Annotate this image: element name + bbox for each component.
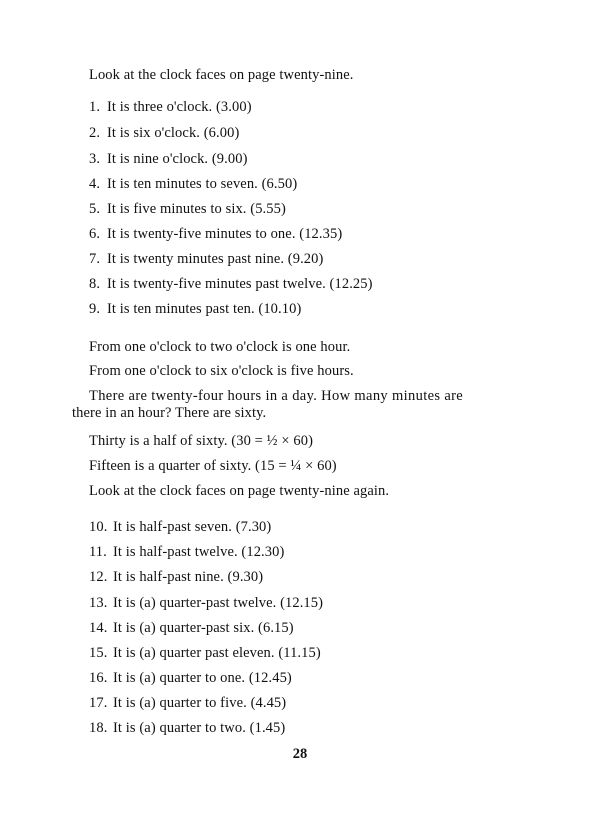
item-number: 11. [89,544,107,560]
item-text: It is (a) quarter to five. (4.45) [113,695,287,711]
list-item [89,250,323,268]
item-number: 4. [89,176,101,192]
item-number: 3. [89,151,101,167]
item-number: 8. [89,276,101,292]
intro-line: Look at the clock faces on page twenty-nine. [89,67,354,83]
item-text: It is five minutes to six. (5.55) [107,201,286,217]
list-item [89,644,321,662]
list-item [89,300,301,318]
paragraph-hours-one: From one o'clock to two o'clock is one hour. [89,339,351,355]
page-number: 28 [292,746,308,762]
list-item [89,568,263,586]
list-item [89,175,297,193]
paragraph-hours-day-line2: there in an hour? There are sixty. [72,405,267,421]
item-number: 16. [89,670,108,686]
paragraph-half: Thirty is a half of sixty. (30 = ½ × 60) [89,433,313,449]
paragraph-hours-day-line1: There are twenty-four hours in a day. How many minutes are [89,388,464,404]
item-text: It is (a) quarter past eleven. (11.15) [113,645,321,661]
list-item [89,275,373,293]
paragraph-quarter: Fifteen is a quarter of sixty. (15 = ¼ × 60) [89,458,337,474]
paragraph-hours-five: From one o'clock to six o'clock is five hours. [89,363,354,379]
item-text: It is ten minutes past ten. (10.10) [107,301,302,317]
item-number: 13. [89,595,108,611]
item-number: 10. [89,519,108,535]
item-number: 9. [89,301,101,317]
paragraph-look-again: Look at the clock faces on page twenty-nine again. [89,483,390,499]
item-text: It is (a) quarter-past six. (6.15) [113,620,294,636]
item-number: 6. [89,226,101,242]
item-text: It is half-past nine. (9.30) [113,569,264,585]
item-number: 1. [89,99,101,115]
item-text: It is half-past twelve. (12.30) [113,544,285,560]
list-item [89,719,285,737]
list-item [89,225,342,243]
item-number: 18. [89,720,108,736]
list-item [89,124,239,142]
list-item [89,543,284,561]
item-number: 2. [89,125,101,141]
list-item [89,619,294,637]
item-text: It is (a) quarter to two. (1.45) [113,720,286,736]
item-text: It is six o'clock. (6.00) [107,125,240,141]
item-text: It is (a) quarter to one. (12.45) [113,670,292,686]
item-number: 12. [89,569,108,585]
list-item [89,518,271,536]
list-item [89,200,286,218]
item-number: 14. [89,620,108,636]
item-number: 7. [89,251,101,267]
item-text: It is ten minutes to seven. (6.50) [107,176,298,192]
list-item [89,694,286,712]
list-item [89,594,323,612]
item-text: It is nine o'clock. (9.00) [107,151,248,167]
item-text: It is half-past seven. (7.30) [113,519,272,535]
list-item [89,98,252,116]
list-item [89,669,292,687]
item-number: 17. [89,695,108,711]
list-item [89,150,248,168]
item-number: 5. [89,201,101,217]
item-text: It is (a) quarter-past twelve. (12.15) [113,595,324,611]
item-text: It is twenty minutes past nine. (9.20) [107,251,324,267]
item-text: It is twenty-five minutes past twelve. (12.25) [107,276,373,292]
item-text: It is three o'clock. (3.00) [107,99,252,115]
item-number: 15. [89,645,108,661]
item-text: It is twenty-five minutes to one. (12.35) [107,226,343,242]
